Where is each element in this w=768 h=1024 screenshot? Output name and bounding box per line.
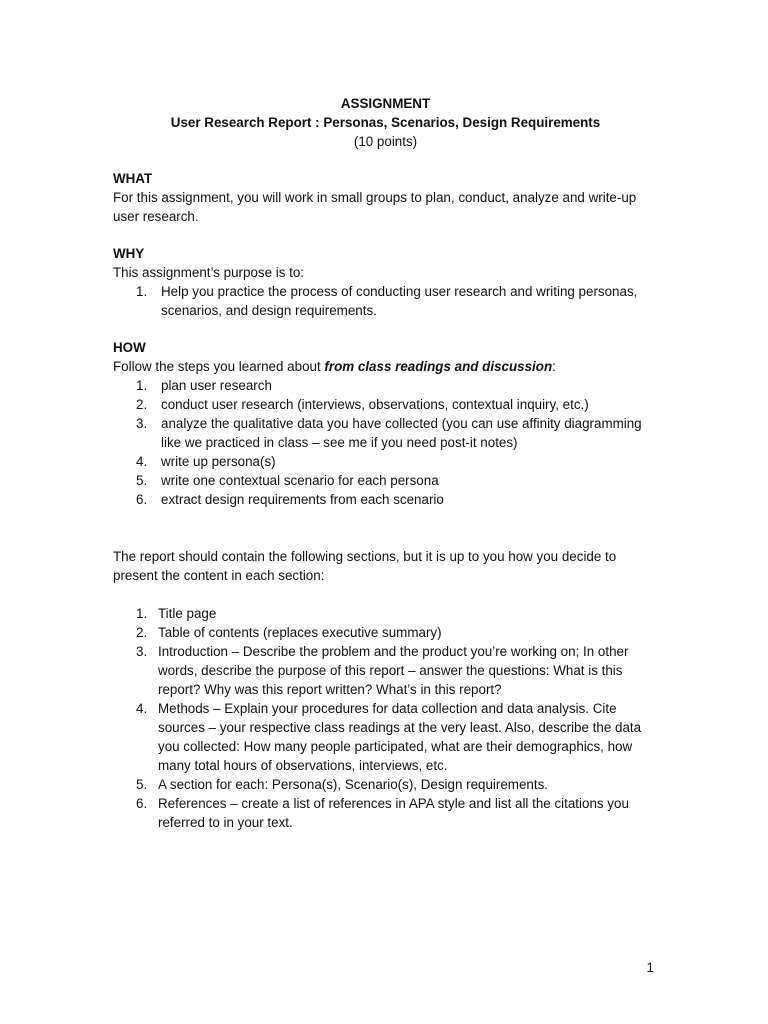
list-number: 1. <box>136 378 148 393</box>
document-body <box>113 94 658 832</box>
list-number: 2. <box>136 625 148 640</box>
document-title: User Research Report : Personas, Scenarios, Design Requirements <box>170 115 601 130</box>
what-text: For this assignment, you will work in small groups to plan, conduct, analyze and write-up user research. <box>113 190 637 224</box>
why-list <box>113 282 658 320</box>
how-heading: HOW <box>113 340 146 355</box>
how-intro-text: Follow the steps you learned about <box>113 359 325 374</box>
list-text: write one contextual scenario for each persona <box>161 473 439 488</box>
list-number: 1. <box>136 284 148 299</box>
spacer <box>113 509 658 547</box>
document-header <box>113 94 658 151</box>
how-list <box>113 376 658 509</box>
why-heading: WHY <box>113 246 145 261</box>
list-text: Title page <box>158 606 217 621</box>
list-text: Introduction – Describe the problem and the product you’re working on; In other words, describe the purpose of this report – answer the questions: What is this report? Why was this report written? What’s in this report? <box>158 644 629 697</box>
list-number: 2. <box>136 397 148 412</box>
list-text: A section for each: Persona(s), Scenario(s), Design requirements. <box>158 777 548 792</box>
how-section <box>113 338 658 509</box>
report-intro: The report should contain the following sections, but it is up to you how you decide to present the content in each section: <box>113 549 617 583</box>
list-item <box>113 642 658 699</box>
why-section <box>113 244 658 320</box>
why-intro: This assignment’s purpose is to: <box>113 265 305 280</box>
list-text: extract design requirements from each scenario <box>161 492 444 507</box>
list-number: 4. <box>136 454 148 469</box>
page-number: 1 <box>646 960 654 975</box>
list-item <box>113 794 658 832</box>
list-item <box>113 395 658 414</box>
list-item <box>113 623 658 642</box>
list-number: 3. <box>136 644 148 659</box>
list-number: 6. <box>136 796 148 811</box>
list-item <box>113 490 658 509</box>
list-text: plan user research <box>161 378 272 393</box>
list-text: Table of contents (replaces executive summary) <box>158 625 442 640</box>
list-number: 6. <box>136 492 148 507</box>
list-item <box>113 699 658 775</box>
list-text: Methods – Explain your procedures for data collection and data analysis. Cite sources – your respective class readings at the very least. Also, describe the data you collected: How many people participated, what are their demographics, how many total hours of observations, interviews, etc. <box>158 701 642 773</box>
how-intro-emphasis: from class readings and discussion <box>324 359 553 374</box>
list-text: References – create a list of references in APA style and list all the citations you referred to in your text. <box>158 796 629 830</box>
points-label: (10 points) <box>353 134 418 149</box>
list-item <box>113 414 658 452</box>
list-number: 1. <box>136 606 148 621</box>
list-item <box>113 452 658 471</box>
list-item <box>113 471 658 490</box>
list-number: 4. <box>136 701 148 716</box>
how-intro-colon: : <box>552 359 556 374</box>
list-text: Help you practice the process of conducting user research and writing personas, scenarios, and design requirements. <box>161 284 638 318</box>
how-intro <box>113 357 658 376</box>
report-list <box>113 604 658 832</box>
list-text: analyze the qualitative data you have collected (you can use affinity diagramming like we practiced in class – see me if you need post-it notes) <box>161 416 642 450</box>
report-section <box>113 547 658 832</box>
assignment-label: ASSIGNMENT <box>340 96 431 111</box>
what-heading: WHAT <box>113 171 153 186</box>
list-item <box>113 604 658 623</box>
list-number: 5. <box>136 777 148 792</box>
list-item <box>113 376 658 395</box>
what-section <box>113 169 658 226</box>
list-text: conduct user research (interviews, observations, contextual inquiry, etc.) <box>161 397 589 412</box>
spacer <box>113 585 658 604</box>
list-number: 3. <box>136 416 148 431</box>
list-item <box>113 282 658 320</box>
list-item <box>113 775 658 794</box>
list-text: write up persona(s) <box>161 454 276 469</box>
list-number: 5. <box>136 473 148 488</box>
